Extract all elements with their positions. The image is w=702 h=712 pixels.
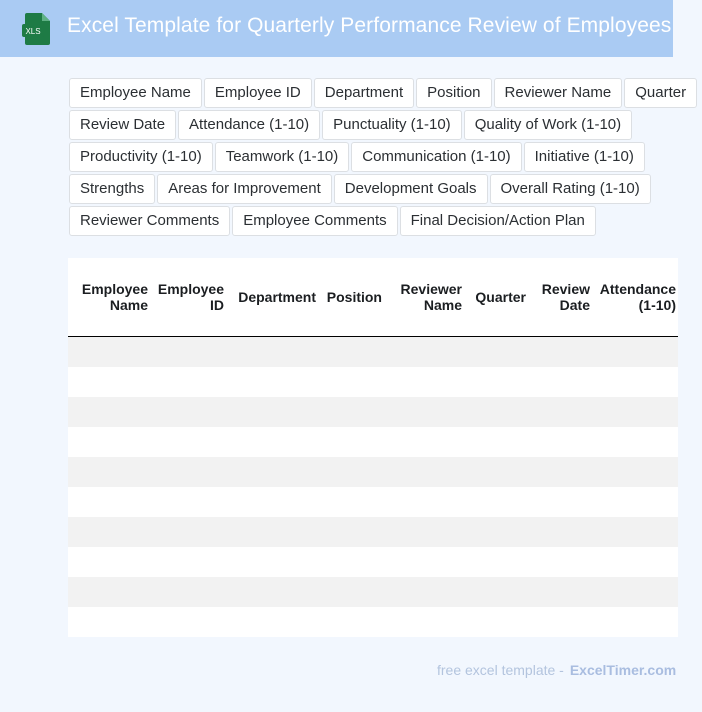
table-cell[interactable] bbox=[318, 337, 384, 368]
column-header[interactable]: Reviewer Name bbox=[384, 258, 464, 337]
footer-text: free excel template - bbox=[437, 662, 564, 678]
table-cell[interactable] bbox=[464, 577, 528, 607]
table-cell[interactable] bbox=[528, 337, 592, 368]
table-cell[interactable] bbox=[528, 457, 592, 487]
table-cell[interactable] bbox=[226, 427, 318, 457]
table-cell[interactable] bbox=[226, 517, 318, 547]
column-header[interactable]: Attendance (1-10) bbox=[592, 258, 678, 337]
header-banner bbox=[0, 0, 673, 57]
table-row bbox=[68, 337, 678, 368]
table-cell[interactable] bbox=[592, 607, 678, 637]
table-cell[interactable] bbox=[592, 577, 678, 607]
table-cell[interactable] bbox=[226, 337, 318, 368]
review-table bbox=[68, 258, 678, 637]
table-cell[interactable] bbox=[318, 487, 384, 517]
tag-row bbox=[69, 174, 699, 204]
table-row bbox=[68, 517, 678, 547]
field-tag[interactable]: Development Goals bbox=[334, 174, 488, 204]
field-tag[interactable]: Employee Name bbox=[69, 78, 202, 108]
field-tag[interactable]: Employee ID bbox=[204, 78, 312, 108]
field-tag[interactable]: Quarter bbox=[624, 78, 697, 108]
table-cell[interactable] bbox=[318, 367, 384, 397]
table-cell[interactable] bbox=[384, 337, 464, 368]
field-tag[interactable]: Areas for Improvement bbox=[157, 174, 332, 204]
field-tag[interactable]: Productivity (1-10) bbox=[69, 142, 213, 172]
table-cell[interactable] bbox=[68, 607, 150, 637]
table-cell[interactable] bbox=[464, 367, 528, 397]
table-cell[interactable] bbox=[68, 337, 150, 368]
column-header[interactable]: Review Date bbox=[528, 258, 592, 337]
tag-row bbox=[69, 78, 699, 108]
table-cell[interactable] bbox=[318, 577, 384, 607]
column-header[interactable]: Position bbox=[318, 258, 384, 337]
tag-row bbox=[69, 110, 699, 140]
table-cell[interactable] bbox=[464, 427, 528, 457]
table-cell[interactable] bbox=[528, 397, 592, 427]
table-cell[interactable] bbox=[150, 577, 226, 607]
table-row bbox=[68, 367, 678, 397]
footer-brand-link[interactable]: ExcelTimer.com bbox=[569, 662, 677, 678]
table-cell[interactable] bbox=[150, 487, 226, 517]
table-cell[interactable] bbox=[150, 427, 226, 457]
table-cell[interactable] bbox=[592, 487, 678, 517]
table-cell[interactable] bbox=[68, 397, 150, 427]
tag-row bbox=[69, 206, 699, 236]
table-cell[interactable] bbox=[150, 457, 226, 487]
field-tag[interactable]: Reviewer Name bbox=[494, 78, 623, 108]
table-cell[interactable] bbox=[150, 337, 226, 368]
footer-credit bbox=[437, 662, 676, 678]
table-cell[interactable] bbox=[384, 367, 464, 397]
table-cell[interactable] bbox=[592, 337, 678, 368]
table-cell[interactable] bbox=[318, 397, 384, 427]
table-cell[interactable] bbox=[464, 397, 528, 427]
table-cell[interactable] bbox=[226, 457, 318, 487]
table-cell[interactable] bbox=[384, 487, 464, 517]
table-cell[interactable] bbox=[528, 577, 592, 607]
field-tag[interactable]: Overall Rating (1-10) bbox=[490, 174, 651, 204]
table-cell[interactable] bbox=[592, 397, 678, 427]
table-cell[interactable] bbox=[318, 607, 384, 637]
table-cell[interactable] bbox=[68, 517, 150, 547]
table-cell[interactable] bbox=[68, 457, 150, 487]
tag-row bbox=[69, 142, 699, 172]
table-cell[interactable] bbox=[226, 367, 318, 397]
table-cell[interactable] bbox=[528, 607, 592, 637]
table-cell[interactable] bbox=[150, 397, 226, 427]
field-tag[interactable]: Reviewer Comments bbox=[69, 206, 230, 236]
table-cell[interactable] bbox=[464, 337, 528, 368]
column-header[interactable]: Department bbox=[226, 258, 318, 337]
table-cell[interactable] bbox=[226, 607, 318, 637]
table-header-row bbox=[68, 258, 678, 337]
field-tag[interactable]: Initiative (1-10) bbox=[524, 142, 645, 172]
field-tag[interactable]: Strengths bbox=[69, 174, 155, 204]
column-header[interactable]: Employee ID bbox=[150, 258, 226, 337]
table-cell[interactable] bbox=[592, 547, 678, 577]
table-row bbox=[68, 427, 678, 457]
table-cell[interactable] bbox=[592, 457, 678, 487]
table-row bbox=[68, 457, 678, 487]
field-tag[interactable]: Punctuality (1-10) bbox=[322, 110, 462, 140]
table-cell[interactable] bbox=[68, 367, 150, 397]
field-tag[interactable]: Attendance (1-10) bbox=[178, 110, 320, 140]
table-cell[interactable] bbox=[464, 457, 528, 487]
table-row bbox=[68, 577, 678, 607]
table-cell[interactable] bbox=[68, 487, 150, 517]
field-tag[interactable]: Quality of Work (1-10) bbox=[464, 110, 632, 140]
table-cell[interactable] bbox=[384, 397, 464, 427]
page-title: Excel Template for Quarterly Performance Review of Employees bbox=[67, 14, 672, 37]
table-cell[interactable] bbox=[384, 607, 464, 637]
field-tag[interactable]: Position bbox=[416, 78, 491, 108]
field-tag[interactable]: Review Date bbox=[69, 110, 176, 140]
table-cell[interactable] bbox=[464, 487, 528, 517]
table-cell[interactable] bbox=[384, 457, 464, 487]
table-cell[interactable] bbox=[384, 577, 464, 607]
field-tag[interactable]: Final Decision/Action Plan bbox=[400, 206, 596, 236]
table-cell[interactable] bbox=[384, 427, 464, 457]
column-header[interactable]: Employee Name bbox=[68, 258, 150, 337]
table-cell[interactable] bbox=[528, 367, 592, 397]
table-cell[interactable] bbox=[318, 517, 384, 547]
table-cell[interactable] bbox=[150, 367, 226, 397]
table-cell[interactable] bbox=[528, 427, 592, 457]
xls-icon-label: XLS bbox=[25, 27, 41, 36]
table-cell[interactable] bbox=[150, 517, 226, 547]
table-cell[interactable] bbox=[528, 517, 592, 547]
table-cell[interactable] bbox=[226, 397, 318, 427]
review-table-container bbox=[68, 258, 678, 637]
field-tag[interactable]: Communication (1-10) bbox=[351, 142, 521, 172]
table-cell[interactable] bbox=[464, 547, 528, 577]
table-row bbox=[68, 547, 678, 577]
table-cell[interactable] bbox=[384, 547, 464, 577]
table-cell[interactable] bbox=[592, 427, 678, 457]
field-tag[interactable]: Teamwork (1-10) bbox=[215, 142, 350, 172]
table-cell[interactable] bbox=[384, 517, 464, 547]
table-cell[interactable] bbox=[318, 427, 384, 457]
table-cell[interactable] bbox=[592, 367, 678, 397]
table-cell[interactable] bbox=[150, 607, 226, 637]
table-cell[interactable] bbox=[68, 427, 150, 457]
field-tag-list bbox=[69, 78, 699, 238]
table-cell[interactable] bbox=[592, 517, 678, 547]
column-header[interactable]: Quarter bbox=[464, 258, 528, 337]
table-row bbox=[68, 397, 678, 427]
table-cell[interactable] bbox=[68, 577, 150, 607]
table-cell[interactable] bbox=[68, 547, 150, 577]
table-cell[interactable] bbox=[318, 547, 384, 577]
table-cell[interactable] bbox=[150, 547, 226, 577]
table-cell[interactable] bbox=[464, 517, 528, 547]
xls-file-icon bbox=[21, 13, 51, 45]
table-cell[interactable] bbox=[464, 607, 528, 637]
field-tag[interactable]: Department bbox=[314, 78, 414, 108]
table-cell[interactable] bbox=[226, 547, 318, 577]
table-row bbox=[68, 487, 678, 517]
table-cell[interactable] bbox=[318, 457, 384, 487]
table-cell[interactable] bbox=[528, 487, 592, 517]
table-cell[interactable] bbox=[226, 487, 318, 517]
field-tag[interactable]: Employee Comments bbox=[232, 206, 397, 236]
table-cell[interactable] bbox=[226, 577, 318, 607]
table-cell[interactable] bbox=[528, 547, 592, 577]
table-row bbox=[68, 607, 678, 637]
